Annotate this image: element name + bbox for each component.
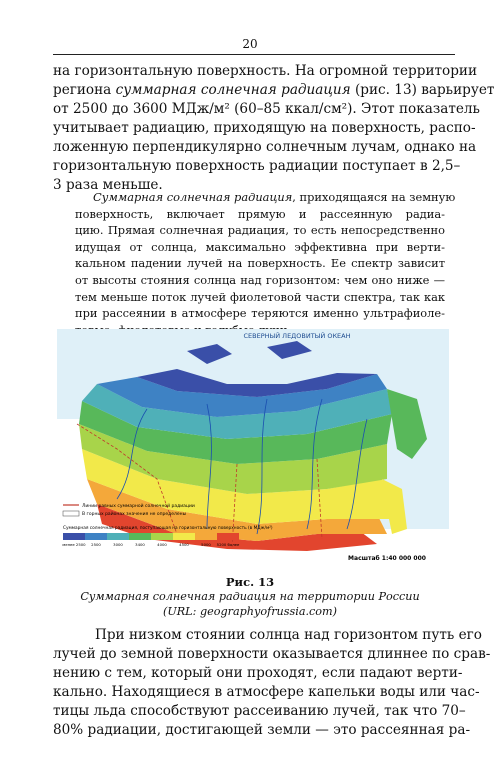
text-line: нению с тем, который они проходят, если падают верти- xyxy=(53,665,463,681)
definition-box xyxy=(75,189,456,338)
text-line: при рассеянии в атмосфере теряются именно ультрафиоле- xyxy=(75,306,445,321)
legend-title: Суммарная солнечная радиация, поступающая на горизонтальную поверхность (в МДж/м²) xyxy=(63,526,273,531)
text-line: региона суммарная солнечная радиация (рис. 13) варьирует xyxy=(53,82,495,98)
text-line: кальном падении лучей на поверхность. Ее спектр зависит xyxy=(75,256,445,271)
legend-swatch xyxy=(217,533,239,540)
text-line: от высоты стояния солнца над горизонтом: чем оно ниже — xyxy=(75,272,445,287)
legend-value: 2500 xyxy=(91,542,101,547)
solar-radiation-map xyxy=(57,329,449,568)
text-line: на горизонтальную поверхность. На огромной территории xyxy=(53,63,478,79)
text-line: поверхность, включает прямую и рассеянную радиа- xyxy=(75,206,445,221)
legend-swatch xyxy=(63,533,85,540)
text-line: лучей до земной поверхности оказывается длиннее по срав- xyxy=(53,646,491,662)
text-line: Суммарная солнечная радиация, приходящаяся на земную xyxy=(93,190,456,204)
text-line: тицы льда способствуют рассеиванию лучей, так что 70– xyxy=(53,703,466,719)
legend-value: 3000 xyxy=(113,542,123,547)
text-line: ложенную перпендикулярно солнечным лучам, однако на xyxy=(53,139,477,155)
legend-value: менее 2500 xyxy=(62,542,86,547)
figure-caption-title: Рис. 13 xyxy=(225,575,275,589)
text-line: горизонтальную поверхность радиации поступает в 2,5– xyxy=(53,158,461,174)
legend-swatch xyxy=(107,533,129,540)
paragraph-1 xyxy=(53,62,495,195)
text-line: цию. Прямая солнечная радиация, то есть непосредственно xyxy=(75,223,445,238)
ocean-label: СЕВЕРНЫЙ ЛЕДОВИТЫЙ ОКЕАН xyxy=(243,332,351,340)
legend-swatch xyxy=(195,533,217,540)
figure-caption-line1: Суммарная солнечная радиация на территории России xyxy=(80,590,420,603)
legend-value: 5000 xyxy=(201,542,211,547)
map-scale: Масштаб 1:40 000 000 xyxy=(348,555,426,562)
text-line: 80% радиации, достигающей земли — это рассеянная ра- xyxy=(53,722,471,738)
text-line: тем меньше поток лучей фиолетовой части спектра, так как xyxy=(75,289,445,304)
legend-swatch xyxy=(129,533,151,540)
legend-line1: Линии равных суммарной солнечной радиации xyxy=(82,504,195,509)
legend-value: 4500 xyxy=(179,542,189,547)
text-line: учитывает радиацию, приходящую на поверхность, распо- xyxy=(53,120,476,136)
page-number: 20 xyxy=(242,37,258,51)
legend-swatch xyxy=(151,533,173,540)
legend-swatch xyxy=(173,533,195,540)
text-line: от 2500 до 3600 МДж/м² (60–85 ккал/см²). Этот показатель xyxy=(53,101,480,117)
text-line: При низком стоянии солнца над горизонтом путь его xyxy=(95,627,482,643)
figure-caption-source: (URL: geographyofrussia.com) xyxy=(162,605,338,618)
text-line: 3 раза меньше. xyxy=(53,177,163,193)
text-line: идущая от солнца, максимально эффективна при верти- xyxy=(75,239,445,254)
header-rule xyxy=(53,54,455,55)
legend-value: 4000 xyxy=(157,542,167,547)
paragraph-2 xyxy=(53,626,491,740)
legend-swatch xyxy=(85,533,107,540)
legend-value: 3400 xyxy=(135,542,145,547)
text-line: кально. Находящиеся в атмосфере капельки воды или час- xyxy=(53,684,480,700)
legend-line2: В горных районах значения не определены xyxy=(82,512,187,517)
legend-value: 5200 более xyxy=(216,542,240,547)
